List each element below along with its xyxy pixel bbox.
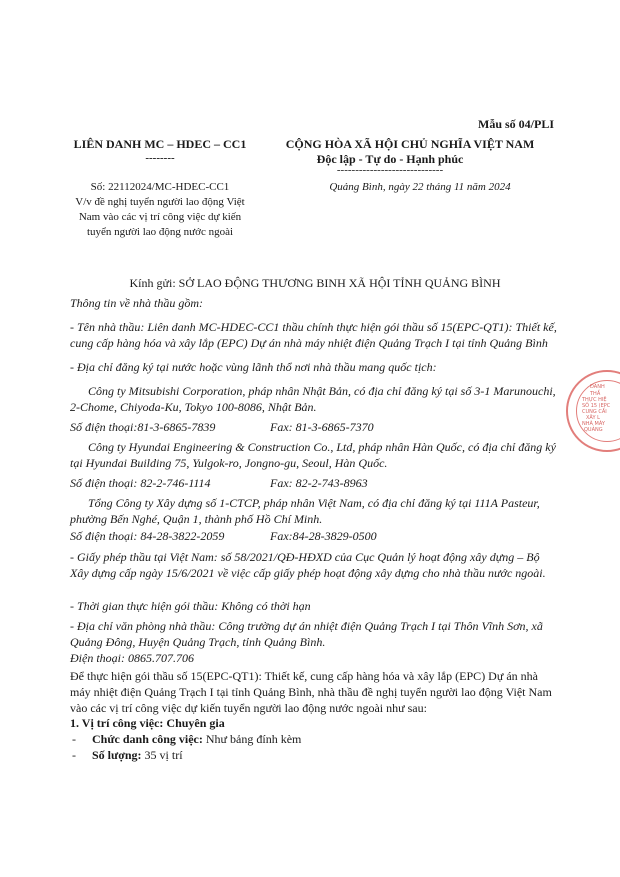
- seal-text: NHÀ MÁY: [582, 421, 605, 427]
- hyundai-fax: Fax: 82-2-743-8963: [270, 476, 368, 490]
- seal-text: QUẢNG: [584, 427, 603, 433]
- form-number: Mẫu số 04/PLI: [478, 117, 555, 131]
- cc1-address: Tổng Công ty Xây dựng số 1-CTCP, pháp nhân Việt Nam, có địa chỉ đăng ký tại 111A Pasteur, phường Bến Nghé, Quận 1, thành phố Hồ Chí Minh.: [70, 496, 540, 526]
- reference-number: Số: 22112024/MC-HDEC-CC1: [90, 181, 230, 193]
- national-motto: Độc lập - Tự do - Hạnh phúc: [316, 152, 464, 166]
- national-underline: -----------------------------: [336, 164, 444, 176]
- quantity-item: [92, 747, 183, 763]
- job-title-item: [92, 731, 301, 747]
- bullet-dash: -: [72, 732, 76, 746]
- quantity-label: Số lượng:: [92, 748, 142, 762]
- contract-duration: - Thời gian thực hiện gói thầu: Không có thời hạn: [70, 599, 311, 613]
- office-phone: Điện thoại: 0865.707.706: [70, 651, 194, 665]
- seal-text: XÂY L: [586, 415, 600, 421]
- mitsubishi-address: Công ty Mitsubishi Corporation, pháp nhân Nhật Bản, có địa chỉ đăng ký tại số 3-1 Marunouchi, 2-Chome, Chiyoda-Ku, Tokyo 100-8086, Nhật Bản.: [70, 384, 556, 414]
- subject-line: V/v đề nghị tuyển người lao động Việt Nam vào các vị trí công việc dự kiến tuyển người lao động nước ngoài: [75, 196, 245, 238]
- seal-text: CUNG CẤI: [582, 409, 607, 415]
- sender-underline: --------: [145, 152, 175, 164]
- job-title-label: Chức danh công việc:: [92, 732, 203, 746]
- document-date: Quảng Bình, ngày 22 tháng 11 năm 2024: [329, 181, 511, 193]
- cc1-phone: Số điện thoại: 84-28-3822-2059: [70, 529, 225, 543]
- company-seal: [566, 370, 620, 452]
- bullet-dash: -: [72, 748, 76, 762]
- office-address: - Địa chỉ văn phòng nhà thầu: Công trường dự án nhiệt điện Quảng Trạch I tại Thôn Vĩnh Sơn, xã Quảng Đông, Huyện Quảng Trạch, tỉnh Quảng Bình.: [70, 619, 543, 649]
- mitsubishi-fax: Fax: 81-3-6865-7370: [270, 420, 374, 434]
- seal-text: THẦ: [590, 391, 601, 397]
- national-title: CỘNG HÒA XÃ HỘI CHỦ NGHĨA VIỆT NAM: [285, 137, 535, 151]
- contractor-name: - Tên nhà thầu: Liên danh MC-HDEC-CC1 thầu chính thực hiện gói thầu số 15(EPC-QT1): Thiết kế, cung cấp hàng hóa và xây lắp (EPC) Dự án nhà máy nhiệt điện Quảng Trạch I tại tỉnh Quảng Bình: [70, 320, 557, 350]
- info-heading: Thông tin về nhà thầu gồm:: [70, 296, 203, 310]
- hyundai-address: Công ty Hyundai Engineering & Construction Co., Ltd, pháp nhân Hàn Quốc, có địa chỉ đăng ký tại Hyundai Building 75, Yulgok-ro, Jongno-gu, Seoul, Hàn Quốc.: [70, 440, 556, 470]
- seal-text: ĐANH: [590, 384, 605, 390]
- mitsubishi-phone: Số điện thoại:81-3-6865-7839: [70, 420, 216, 434]
- recipient-line: Kính gửi: SỞ LAO ĐỘNG THƯƠNG BINH XÃ HỘI TỈNH QUẢNG BÌNH: [129, 276, 501, 290]
- license-info: - Giấy phép thầu tại Việt Nam: số 58/2021/QĐ-HĐXD của Cục Quản lý hoạt động xây dựng – Bộ Xây dựng cấp ngày 15/6/2021 về việc cấp giấy phép hoạt động xây dựng cho nhà thầu nước ngoài.: [70, 550, 546, 580]
- section-1-heading: 1. Vị trí công việc: Chuyên gia: [70, 716, 225, 730]
- request-paragraph: Để thực hiện gói thầu số 15(EPC-QT1): Thiết kế, cung cấp hàng hóa và xây lắp (EPC) Dự án nhà máy nhiệt điện Quảng Trạch I tại tỉnh Quảng Bình, nhà thầu đề nghị tuyển người lao động Việt Nam vào các vị trí công việc dự kiến tuyển người lao động nước ngoài như sau:: [70, 669, 552, 715]
- seal-text: THỰC HIỆ: [582, 397, 607, 403]
- quantity-value: 35 vị trí: [144, 748, 183, 762]
- hyundai-phone: Số điện thoại: 82-2-746-1114: [70, 476, 211, 490]
- seal-text: SỐ 15 (EPC: [582, 403, 611, 409]
- job-title-value: Như bảng đính kèm: [205, 732, 302, 746]
- cc1-fax: Fax:84-28-3829-0500: [270, 529, 377, 543]
- sender-org: LIÊN DANH MC – HDEC – CC1: [73, 137, 247, 151]
- address-heading: - Địa chỉ đăng ký tại nước hoặc vùng lãnh thổ nơi nhà thầu mang quốc tịch:: [70, 360, 437, 374]
